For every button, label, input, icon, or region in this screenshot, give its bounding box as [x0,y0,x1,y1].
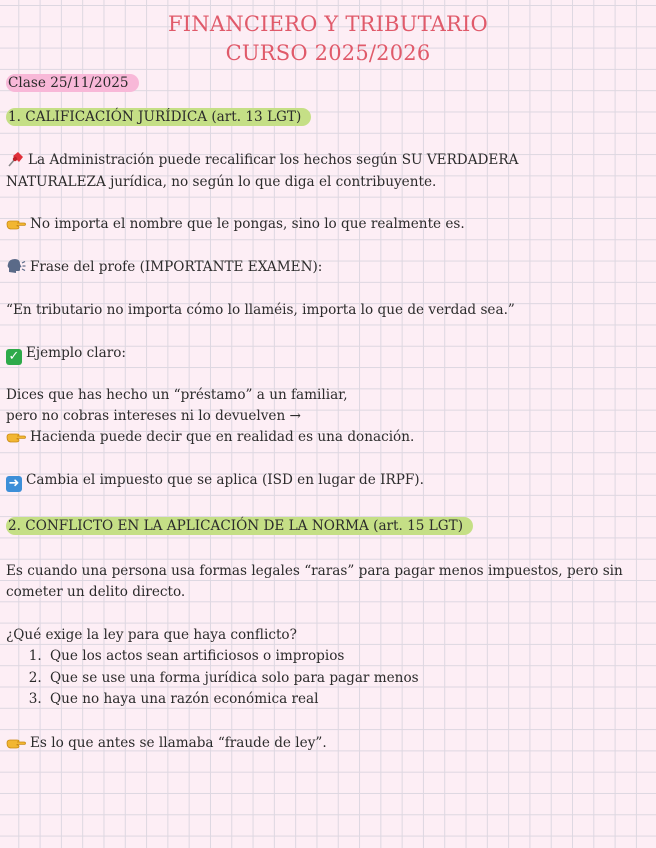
s1-ex-line2: pero no cobras intereses ni lo devuelven → [6,408,301,424]
s2-closing-text: Es lo que antes se llamaba “fraude de ley”. [30,735,327,751]
pointing-hand-icon [6,428,26,444]
pointing-hand-icon [6,215,26,231]
list-item: 3. Que no haya una razón económica real [46,689,419,711]
right-arrow-icon: ➜ [6,476,22,492]
section-2-heading-row [6,516,473,536]
s1-ex-line4-text: Cambia el impuesto que se aplica (ISD en lugar de IRPF). [26,472,424,488]
s1-p3 [6,257,322,277]
title-line-2: CURSO 2025/2026 [225,41,431,65]
s2-question: ¿Qué exige la ley para que haya conflicto? [6,627,297,643]
s1-example-label-row [6,343,126,365]
s2-p1-line2: cometer un delito directo. [6,584,186,600]
section-1-heading: 1. CALIFICACIÓN JURÍDICA (art. 13 LGT) [6,108,311,126]
s2-p1-line1: Es cuando una persona usa formas legales “raras” para pagar menos impuestos, pero sin [6,563,623,579]
s1-p2 [6,214,465,234]
s1-ex-line3-text: Hacienda puede decir que en realidad es una donación. [30,429,415,445]
pushpin-icon [6,151,24,167]
list-item: 1. Que los actos sean artificiosos o impropios [46,646,419,668]
s1-p2-text: No importa el nombre que le pongas, sino lo que realmente es. [30,216,465,232]
s1-p1-line1 [6,150,518,170]
s1-p1-line2: NATURALEZA jurídica, no según lo que diga el contribuyente. [6,174,437,190]
s1-ex-line4 [6,470,424,492]
class-date-row [6,73,139,93]
pointing-hand-icon [6,734,26,750]
title-line-1: FINANCIERO Y TRIBUTARIO [168,12,488,36]
check-mark-icon: ✓ [6,349,22,365]
section-1-heading-row [6,107,311,127]
section-2-heading: 2. CONFLICTO EN LA APLICACIÓN DE LA NORMA (art. 15 LGT) [6,517,473,535]
s1-ex-line1: Dices que has hecho un “préstamo” a un familiar, [6,387,348,403]
s1-quote: “En tributario no importa cómo lo llaméis, importa lo que de verdad sea.” [6,302,515,318]
speaking-head-icon [6,258,26,274]
conflict-requirements-list [24,646,419,711]
s1-ex-line3 [6,427,414,447]
s1-p1-text-1: La Administración puede recalificar los hechos según SU VERDADERA [28,152,519,168]
s1-p3-text: Frase del profe (IMPORTANTE EXAMEN): [30,259,323,275]
list-item: 2. Que se use una forma jurídica solo para pagar menos [46,668,419,690]
s2-closing [6,733,327,753]
class-date: Clase 25/11/2025 [6,74,139,92]
s1-example-label: Ejemplo claro: [26,345,126,361]
